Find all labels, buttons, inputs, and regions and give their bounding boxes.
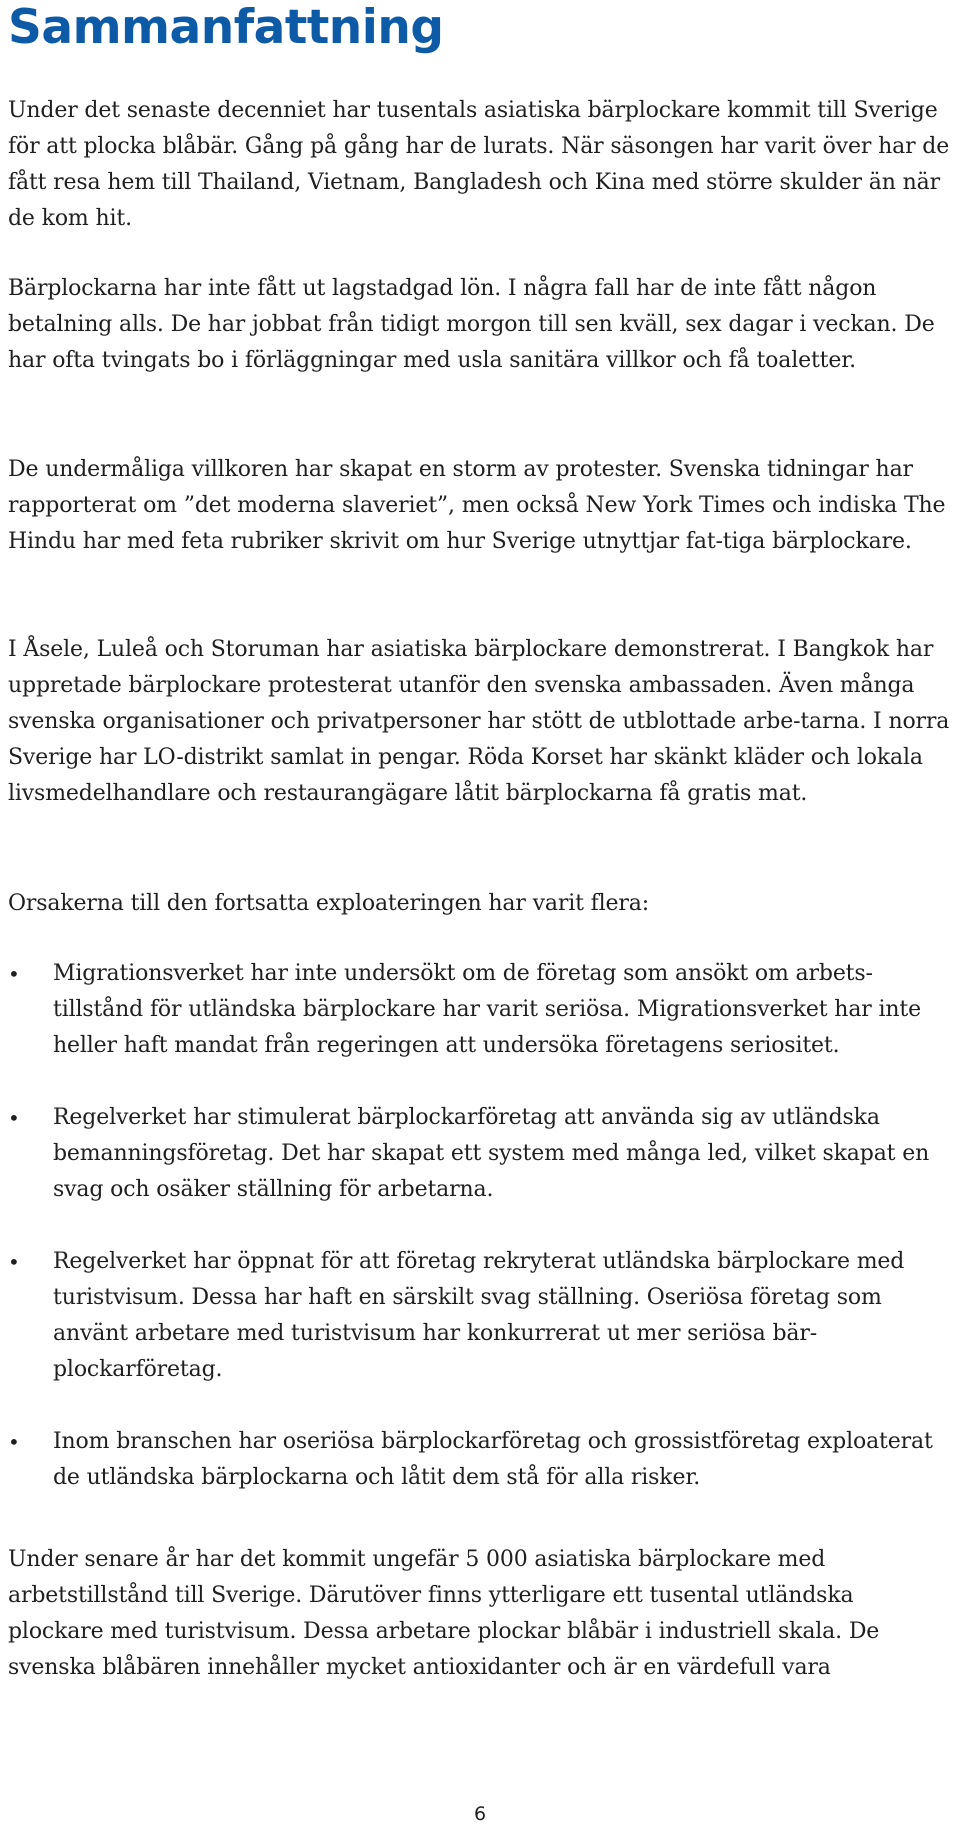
page-number: 6 [474, 1803, 487, 1825]
paragraph-demonstrations: I Åsele, Luleå och Storuman har asiatiska bärplockare demonstrerat. I Bangkok har uppretade bärplockare protesterat utanför den svenska ambassaden. Även många svenska organisationer och privatpersoner har stött de utblottade arbe-tarna. I norra Sverige har LO-distrikt samlat in pengar. Röda Korset har skänkt kläder och lokala livsmedelhandlare och restaurangägare låtit bärplockarna få gratis mat. [8, 637, 950, 806]
paragraph-intro: Under det senaste decenniet har tusentals asiatiska bärplockare kommit till Sverige för att plocka blåbär. Gång på gång har de lurats. När säsongen har varit över har de fått resa hem till Thailand, Vietnam, Bangladesh och Kina med större skulder än när de kom hit. [8, 98, 950, 231]
list-item [8, 1244, 953, 1388]
bullet-icon: • [8, 1250, 20, 1274]
paragraph-protests: De undermåliga villkoren har skapat en storm av protester. Svenska tidningar har rapporterat om ”det moderna slaveriet”, men också New York Times och indiska The Hindu har med feta rubriker skrivit om hur Sverige utnyttjar fat-tiga bärplockare. [8, 457, 946, 554]
list-item-text: Regelverket har öppnat för att företag rekryterat utländska bärplockare med turistvisum. Dessa har haft en särskilt svag ställning. Oseriösa företag som använt arbetare med turistvisum har konkurrerat ut mer seriösa bär-plockarföretag. [53, 1249, 905, 1382]
bullet-icon: • [8, 962, 20, 986]
list-item-text: Inom branschen har oseriösa bärplockarföretag och grossistföretag exploaterat de utländska bärplockarna och låtit dem stå för alla risker. [53, 1429, 933, 1490]
causes-list [8, 956, 953, 1496]
document-page [8, 0, 960, 1830]
list-item-text: Migrationsverket har inte undersökt om de företag som ansökt om arbets-tillstånd för utländska bärplockare har varit seriösa. Migrationsverket har inte heller haft mandat från regeringen att undersöka företagens seriositet. [53, 961, 921, 1058]
bullet-icon: • [8, 1430, 20, 1454]
paragraph-closing: Under senare år har det kommit ungefär 5 000 asiatiska bärplockare med arbetstillstånd till Sverige. Därutöver finns ytterligare ett tusental utländska plockare med turistvisum. Dessa arbetare plockar blåbär i industriell skala. De svenska blåbären innehåller mycket antioxidanter och är en värdefull vara [8, 1547, 880, 1680]
page-title: Sammanfattning [8, 0, 444, 55]
list-item [8, 1100, 953, 1208]
list-item-text: Regelverket har stimulerat bärplockarföretag att använda sig av utländska bemanningsföretag. Det har skapat ett system med många led, vilket skapat en svag och osäker ställning för arbetarna. [53, 1105, 930, 1202]
list-item [8, 956, 953, 1064]
paragraph-wages: Bärplockarna har inte fått ut lagstadgad lön. I några fall har de inte fått någon betalning alls. De har jobbat från tidigt morgon till sen kväll, sex dagar i veckan. De har ofta tvingats bo i förläggningar med usla sanitära villkor och få toaletter. [8, 276, 935, 373]
bullet-icon: • [8, 1106, 20, 1130]
list-item [8, 1424, 953, 1496]
paragraph-causes-intro: Orsakerna till den fortsatta exploateringen har varit flera: [8, 891, 649, 916]
